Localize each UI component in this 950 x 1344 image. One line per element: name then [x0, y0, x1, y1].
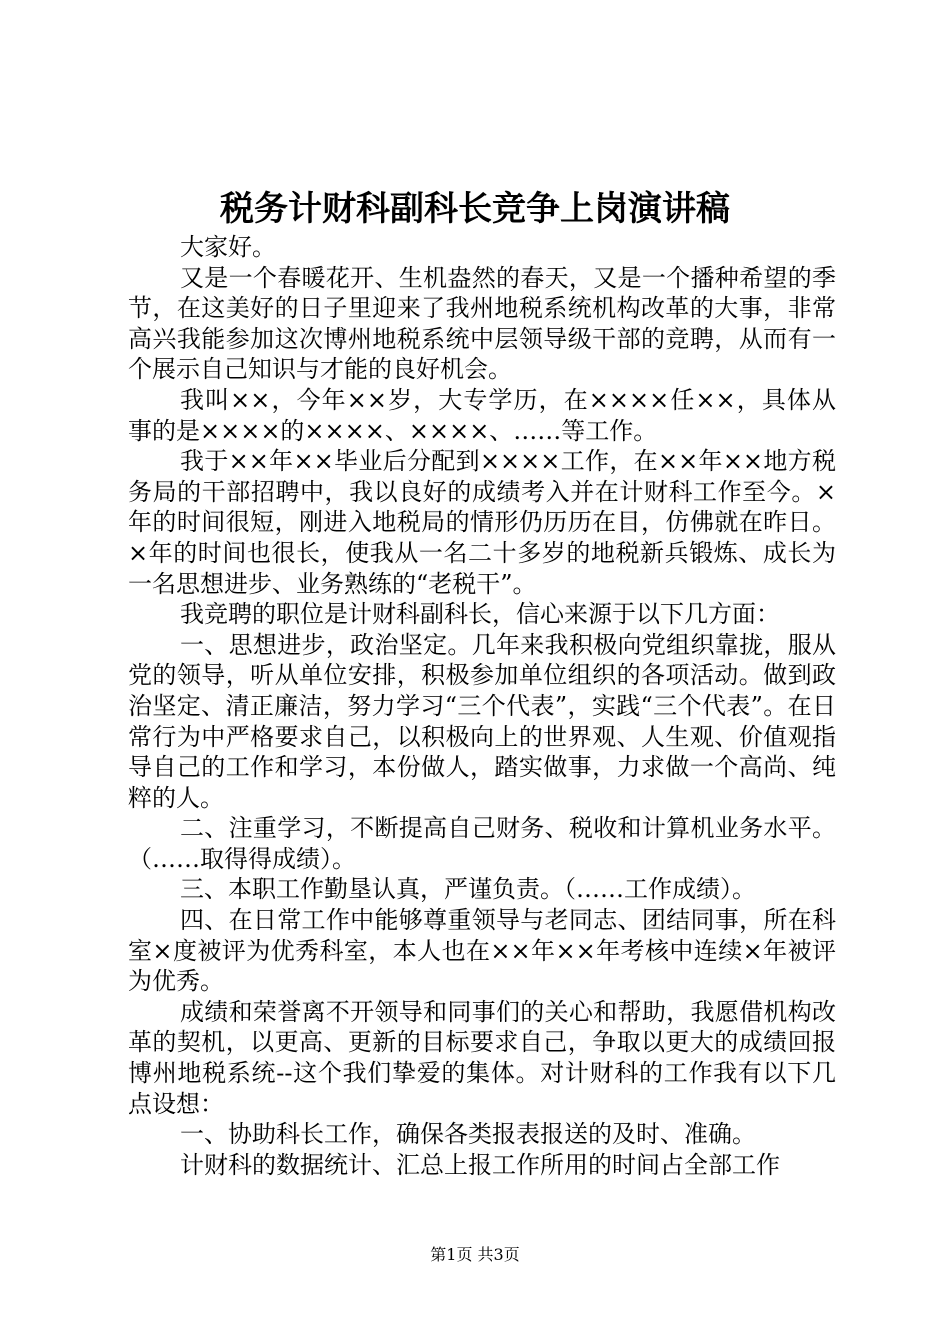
paragraph: 我竞聘的职位是计财科副科长，信心来源于以下几方面： [180, 600, 780, 629]
paragraph: 又是一个春暖花开、生机盎然的春天，又是一个播种希望的季节，在这美好的日子里迎来了我州地税系统机构改革的大事，非常高兴我能参加这次博州地税系统中层领导级干部的竞聘，从而有一个展示自己知识与才能的良好机会。 [128, 263, 836, 384]
document-title: 税务计财科副科长竞争上岗演讲稿 [220, 189, 730, 229]
paragraph: 计财科的数据统计、汇总上报工作所用的时间占全部工作 [180, 1150, 780, 1179]
document-body [128, 232, 836, 1180]
paragraph: 二、注重学习，不断提高自己财务、税收和计算机业务水平。（……取得得成绩）。 [128, 814, 836, 873]
paragraph: 大家好。 [180, 233, 276, 261]
page-footer: 第1页 共3页 [430, 1245, 520, 1264]
paragraph: 三、本职工作勤垦认真，严谨负责。（……工作成绩）。 [180, 875, 756, 904]
paragraph: 一、协助科长工作，确保各类报表报送的及时、准确。 [180, 1120, 756, 1149]
paragraph: 我于××年××毕业后分配到××××工作，在××年××地方税务局的干部招聘中，我以良好的成绩考入并在计财科工作至今。×年的时间很短，刚进入地税局的情形仍历历在目，仿佛就在昨日。×年的时间也很长，使我从一名二十多岁的地税新兵锻炼、成长为一名思想进步、业务熟练的“老税干”。 [128, 447, 836, 598]
paragraph: 一、思想进步，政治坚定。几年来我积极向党组织靠拢，服从党的领导，听从单位安排，积极参加单位组织的各项活动。做到政治坚定、清正廉洁，努力学习“三个代表”，实践“三个代表”。在日常行为中严格要求自己，以积极向上的世界观、人生观、价值观指导自己的工作和学习，本份做人，踏实做事，力求做一个高尚、纯粹的人。 [128, 630, 836, 812]
paragraph: 成绩和荣誉离不开领导和同事们的关心和帮助，我愿借机构改革的契机，以更高、更新的目标要求自己，争取以更大的成绩回报博州地税系统--这个我们挚爱的集体。对计财科的工作我有以下几点设想： [128, 997, 836, 1118]
paragraph: 四、在日常工作中能够尊重领导与老同志、团结同事，所在科室×度被评为优秀科室，本人也在××年××年考核中连续×年被评为优秀。 [128, 906, 836, 996]
paragraph: 我叫××，今年××岁，大专学历，在××××任××，具体从事的是××××的××××、××××、……等工作。 [128, 385, 836, 445]
